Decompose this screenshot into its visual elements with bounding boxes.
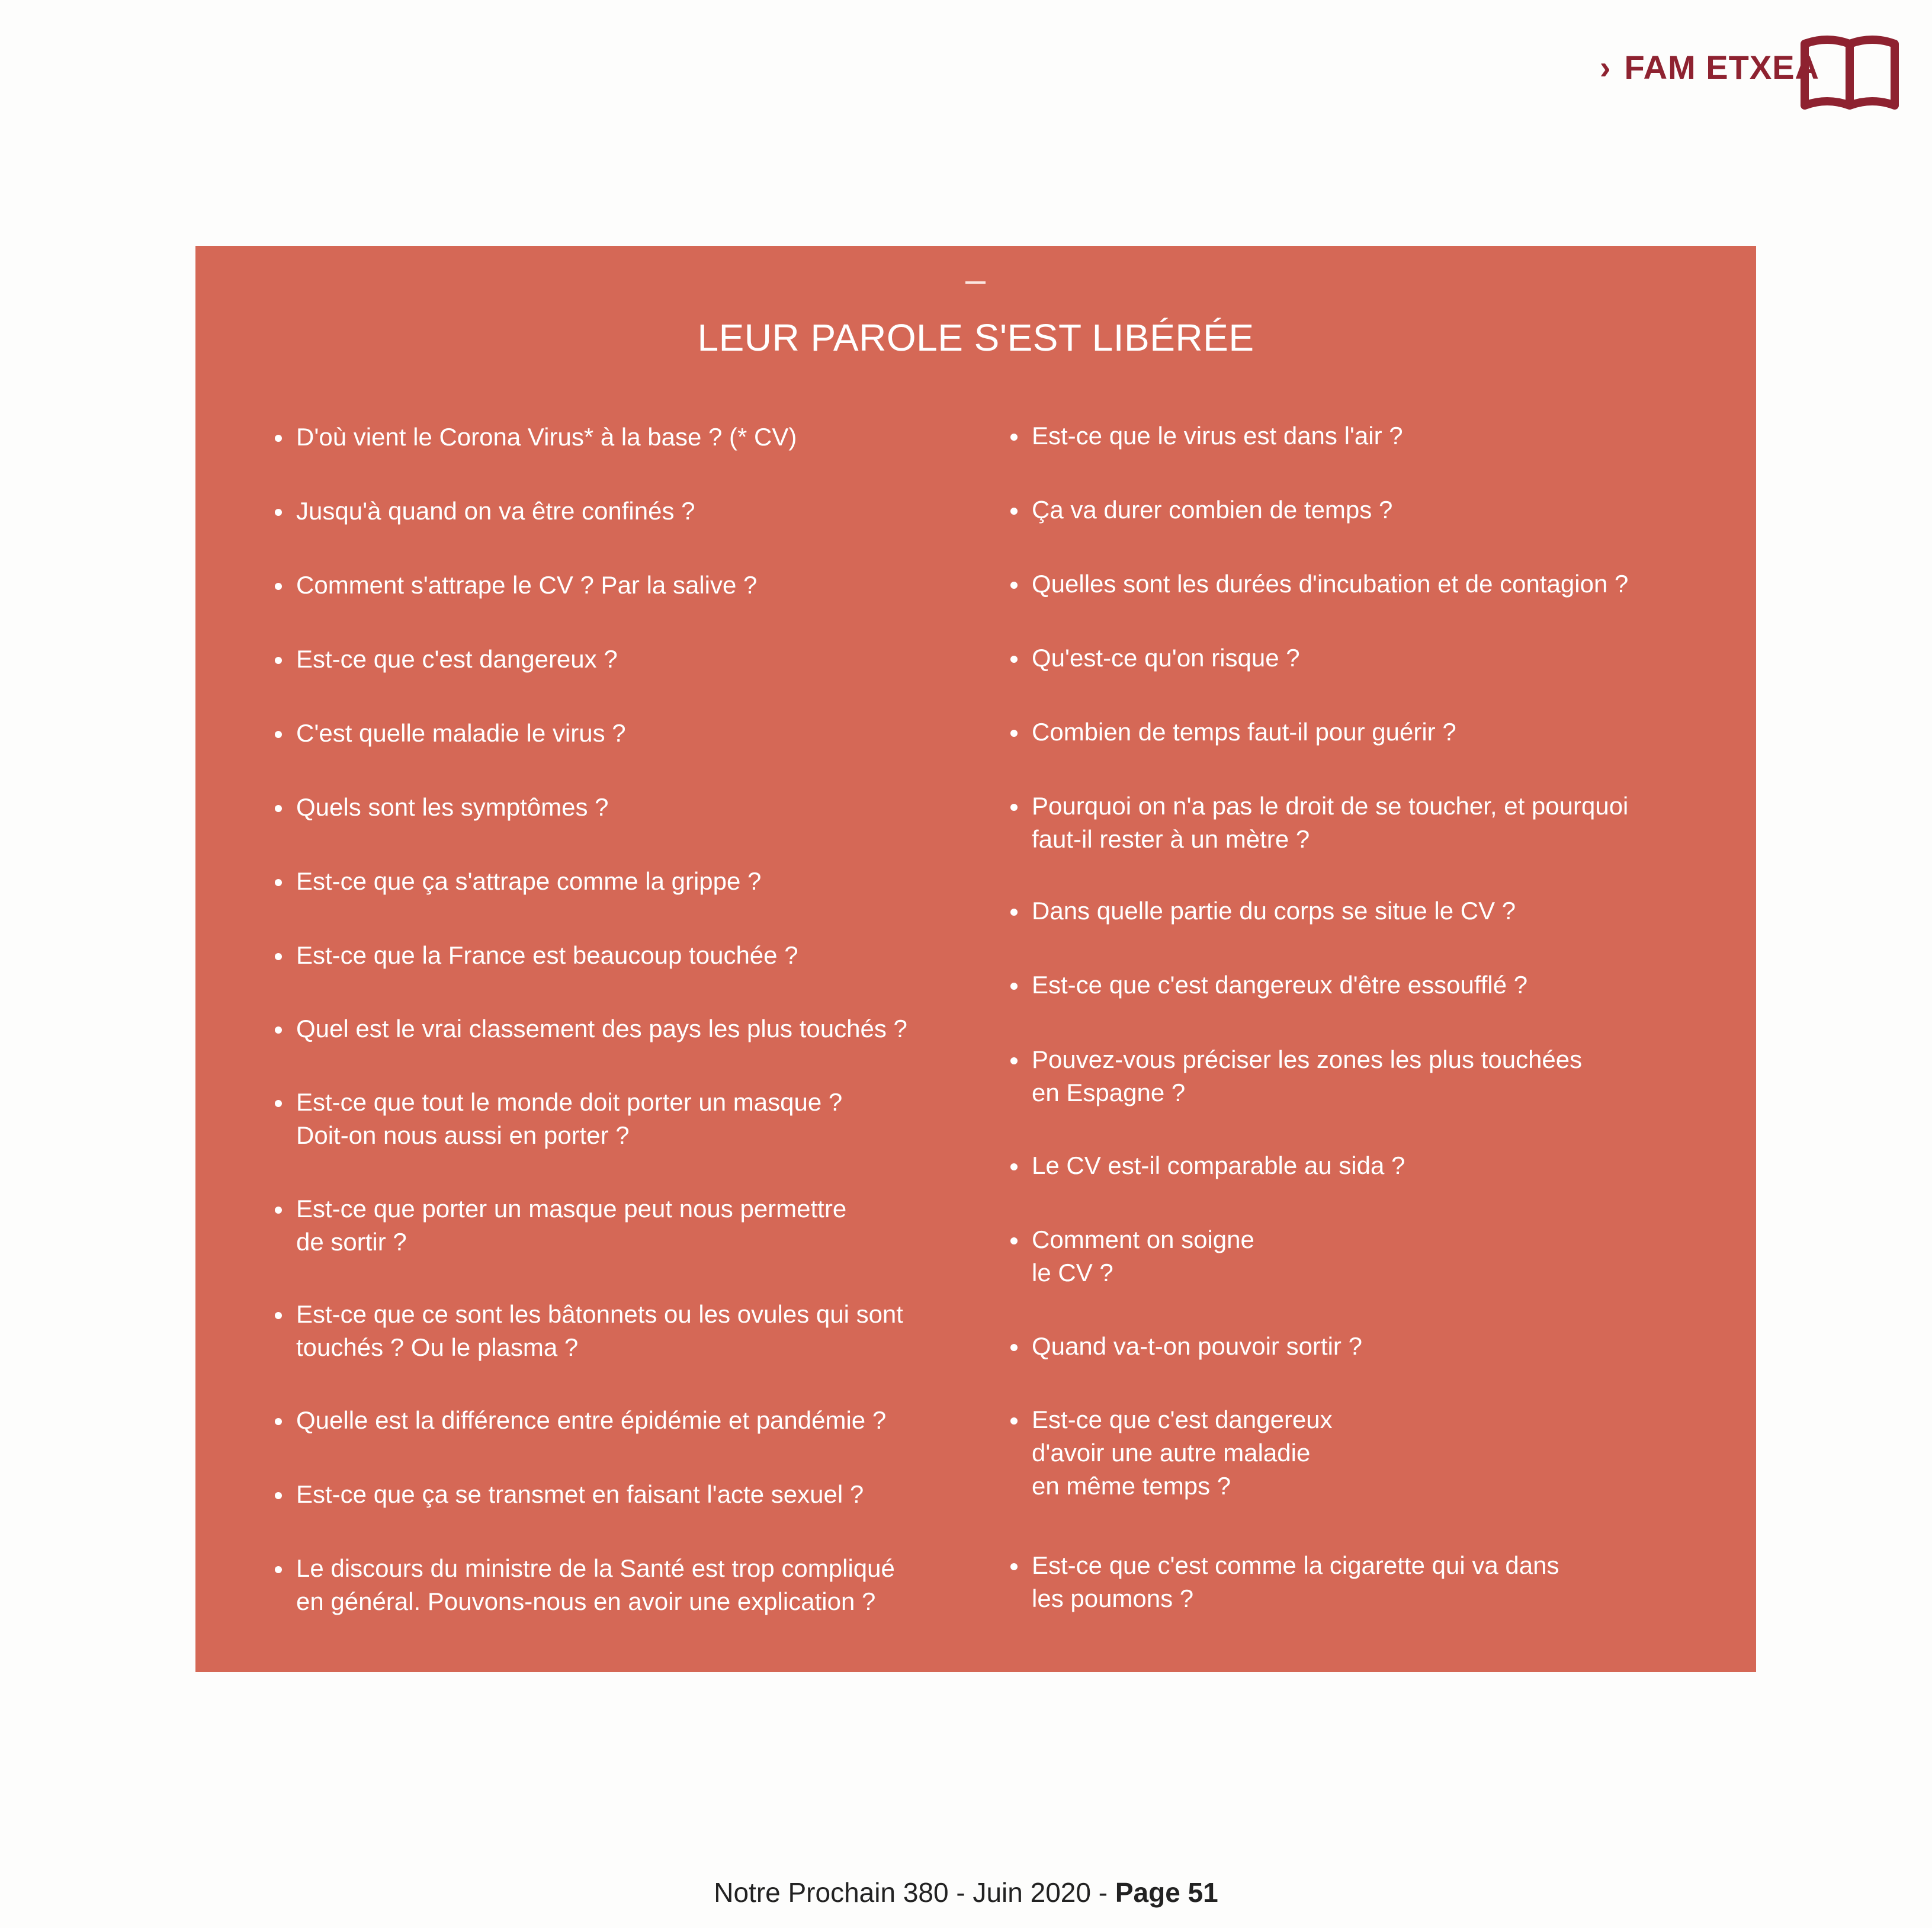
section-title: FAM ETXEA bbox=[1624, 48, 1819, 86]
question-item: Pourquoi on n'a pas le droit de se toucher, et pourquoi faut-il rester à un mètre ? bbox=[1008, 790, 1731, 856]
question-item: Quand va-t-on pouvoir sortir ? bbox=[1008, 1330, 1731, 1363]
question-item: C'est quelle maladie le virus ? bbox=[272, 717, 995, 750]
question-item: Est-ce que la France est beaucoup touchée ? bbox=[272, 939, 995, 972]
book-icon bbox=[1800, 33, 1899, 114]
question-item: Le discours du ministre de la Santé est trop compliqué en général. Pouvons-nous en avoir une explication ? bbox=[272, 1552, 995, 1618]
chevron-right-icon: › bbox=[1599, 48, 1612, 86]
question-item: Combien de temps faut-il pour guérir ? bbox=[1008, 716, 1731, 749]
question-item: Dans quelle partie du corps se situe le CV ? bbox=[1008, 894, 1731, 928]
question-item: Est-ce que c'est dangereux d'avoir une autre maladie en même temps ? bbox=[1008, 1403, 1731, 1503]
question-item: Jusqu'à quand on va être confinés ? bbox=[272, 495, 995, 528]
question-item: Quels sont les symptômes ? bbox=[272, 791, 995, 824]
question-item: Est-ce que ce sont les bâtonnets ou les ovules qui sont touchés ? Ou le plasma ? bbox=[272, 1298, 995, 1364]
question-item: Est-ce que tout le monde doit porter un masque ? Doit-on nous aussi en porter ? bbox=[272, 1086, 995, 1152]
question-item: Comment s'attrape le CV ? Par la salive ? bbox=[272, 569, 995, 602]
question-item: Est-ce que porter un masque peut nous permettre de sortir ? bbox=[272, 1192, 995, 1259]
question-item: Le CV est-il comparable au sida ? bbox=[1008, 1149, 1731, 1182]
question-item: Est-ce que c'est dangereux d'être essoufflé ? bbox=[1008, 968, 1731, 1002]
question-item: Quel est le vrai classement des pays les plus touchés ? bbox=[272, 1012, 995, 1045]
page-footer bbox=[0, 1876, 1932, 1908]
question-item: Qu'est-ce qu'on risque ? bbox=[1008, 641, 1731, 675]
footer-page-number: Page 51 bbox=[1115, 1877, 1218, 1908]
question-item: Est-ce que ça s'attrape comme la grippe ? bbox=[272, 865, 995, 898]
questions-panel bbox=[195, 246, 1756, 1672]
question-item: Comment on soigne le CV ? bbox=[1008, 1223, 1731, 1289]
title-dash bbox=[965, 281, 986, 284]
footer-publication: Notre Prochain 380 - Juin 2020 - bbox=[714, 1877, 1115, 1908]
question-item: Est-ce que ça se transmet en faisant l'acte sexuel ? bbox=[272, 1478, 995, 1511]
question-item: Est-ce que c'est comme la cigarette qui va dans les poumons ? bbox=[1008, 1549, 1731, 1615]
question-item: Ça va durer combien de temps ? bbox=[1008, 493, 1731, 527]
section-header bbox=[1600, 46, 1819, 88]
question-item: Quelles sont les durées d'incubation et de contagion ? bbox=[1008, 567, 1731, 601]
question-item: Pouvez-vous préciser les zones les plus touchées en Espagne ? bbox=[1008, 1043, 1731, 1109]
question-item: Quelle est la différence entre épidémie et pandémie ? bbox=[272, 1404, 995, 1437]
question-item: D'où vient le Corona Virus* à la base ? (* CV) bbox=[272, 421, 995, 454]
panel-title: LEUR PAROLE S'EST LIBÉRÉE bbox=[697, 316, 1254, 359]
question-item: Est-ce que le virus est dans l'air ? bbox=[1008, 419, 1731, 453]
question-item: Est-ce que c'est dangereux ? bbox=[272, 643, 995, 676]
